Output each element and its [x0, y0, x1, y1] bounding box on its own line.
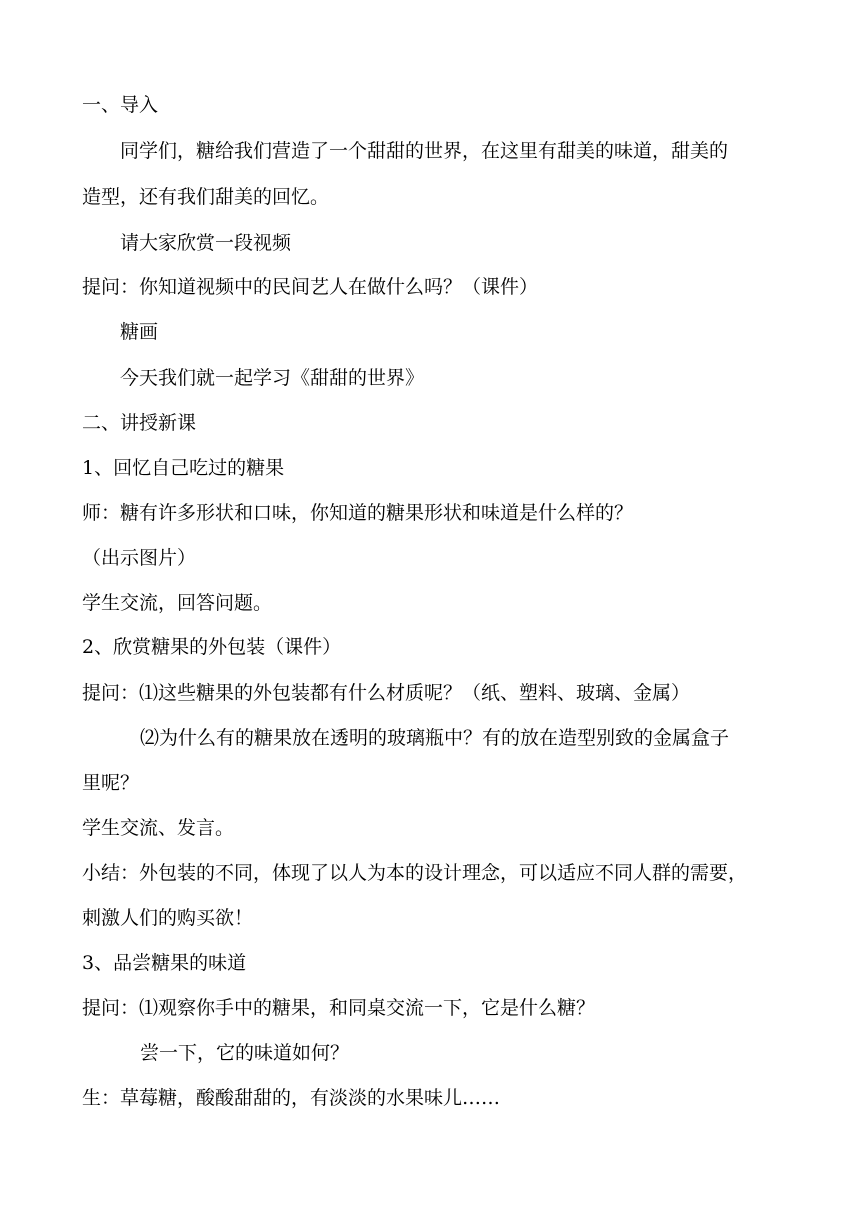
paragraph-line: 学生交流，回答问题。: [82, 592, 273, 614]
paragraph-line: 今天我们就一起学习《甜甜的世界》: [120, 367, 425, 389]
paragraph-line: 糖画: [120, 321, 159, 343]
subheading: 3、品尝糖果的味道: [82, 952, 247, 974]
paragraph-line: 里呢？: [82, 772, 140, 794]
question-line: 提问：你知道视频中的民间艺人在做什么吗？（课件）: [82, 276, 539, 298]
summary-line: 刺激人们的购买欲！: [82, 907, 254, 929]
question-line: ⑵为什么有的糖果放在透明的玻璃瓶中？有的放在造型别致的金属盒子: [140, 727, 730, 749]
subheading: 1、回忆自己吃过的糖果: [82, 457, 285, 479]
paragraph-line: 请大家欣赏一段视频: [120, 232, 292, 254]
paragraph-line: （出示图片）: [82, 547, 197, 569]
paragraph-line: 同学们，糖给我们营造了一个甜甜的世界，在这里有甜美的味道，甜美的: [120, 140, 729, 162]
paragraph-line: 师：糖有许多形状和口味，你知道的糖果形状和味道是什么样的？: [82, 502, 634, 524]
question-line: 尝一下，它的味道如何？: [140, 1042, 350, 1064]
summary-line: 小结：外包装的不同，体现了以人为本的设计理念，可以适应不同人群的需要，: [82, 862, 748, 884]
subheading: 2、欣赏糖果的外包装（课件）: [82, 636, 342, 658]
question-line: 提问：⑴这些糖果的外包装都有什么材质呢？（纸、塑料、玻璃、金属）: [82, 682, 691, 704]
paragraph-line: 造型，还有我们甜美的回忆。: [82, 186, 330, 208]
paragraph-line: 学生交流、发言。: [82, 817, 235, 839]
heading-new-lesson: 二、讲授新课: [82, 412, 197, 434]
question-line: 提问：⑴观察你手中的糖果，和同桌交流一下，它是什么糖？: [82, 997, 596, 1019]
heading-intro: 一、导入: [82, 94, 159, 116]
answer-line: 生：草莓糖，酸酸甜甜的，有淡淡的水果味儿……: [82, 1087, 501, 1109]
